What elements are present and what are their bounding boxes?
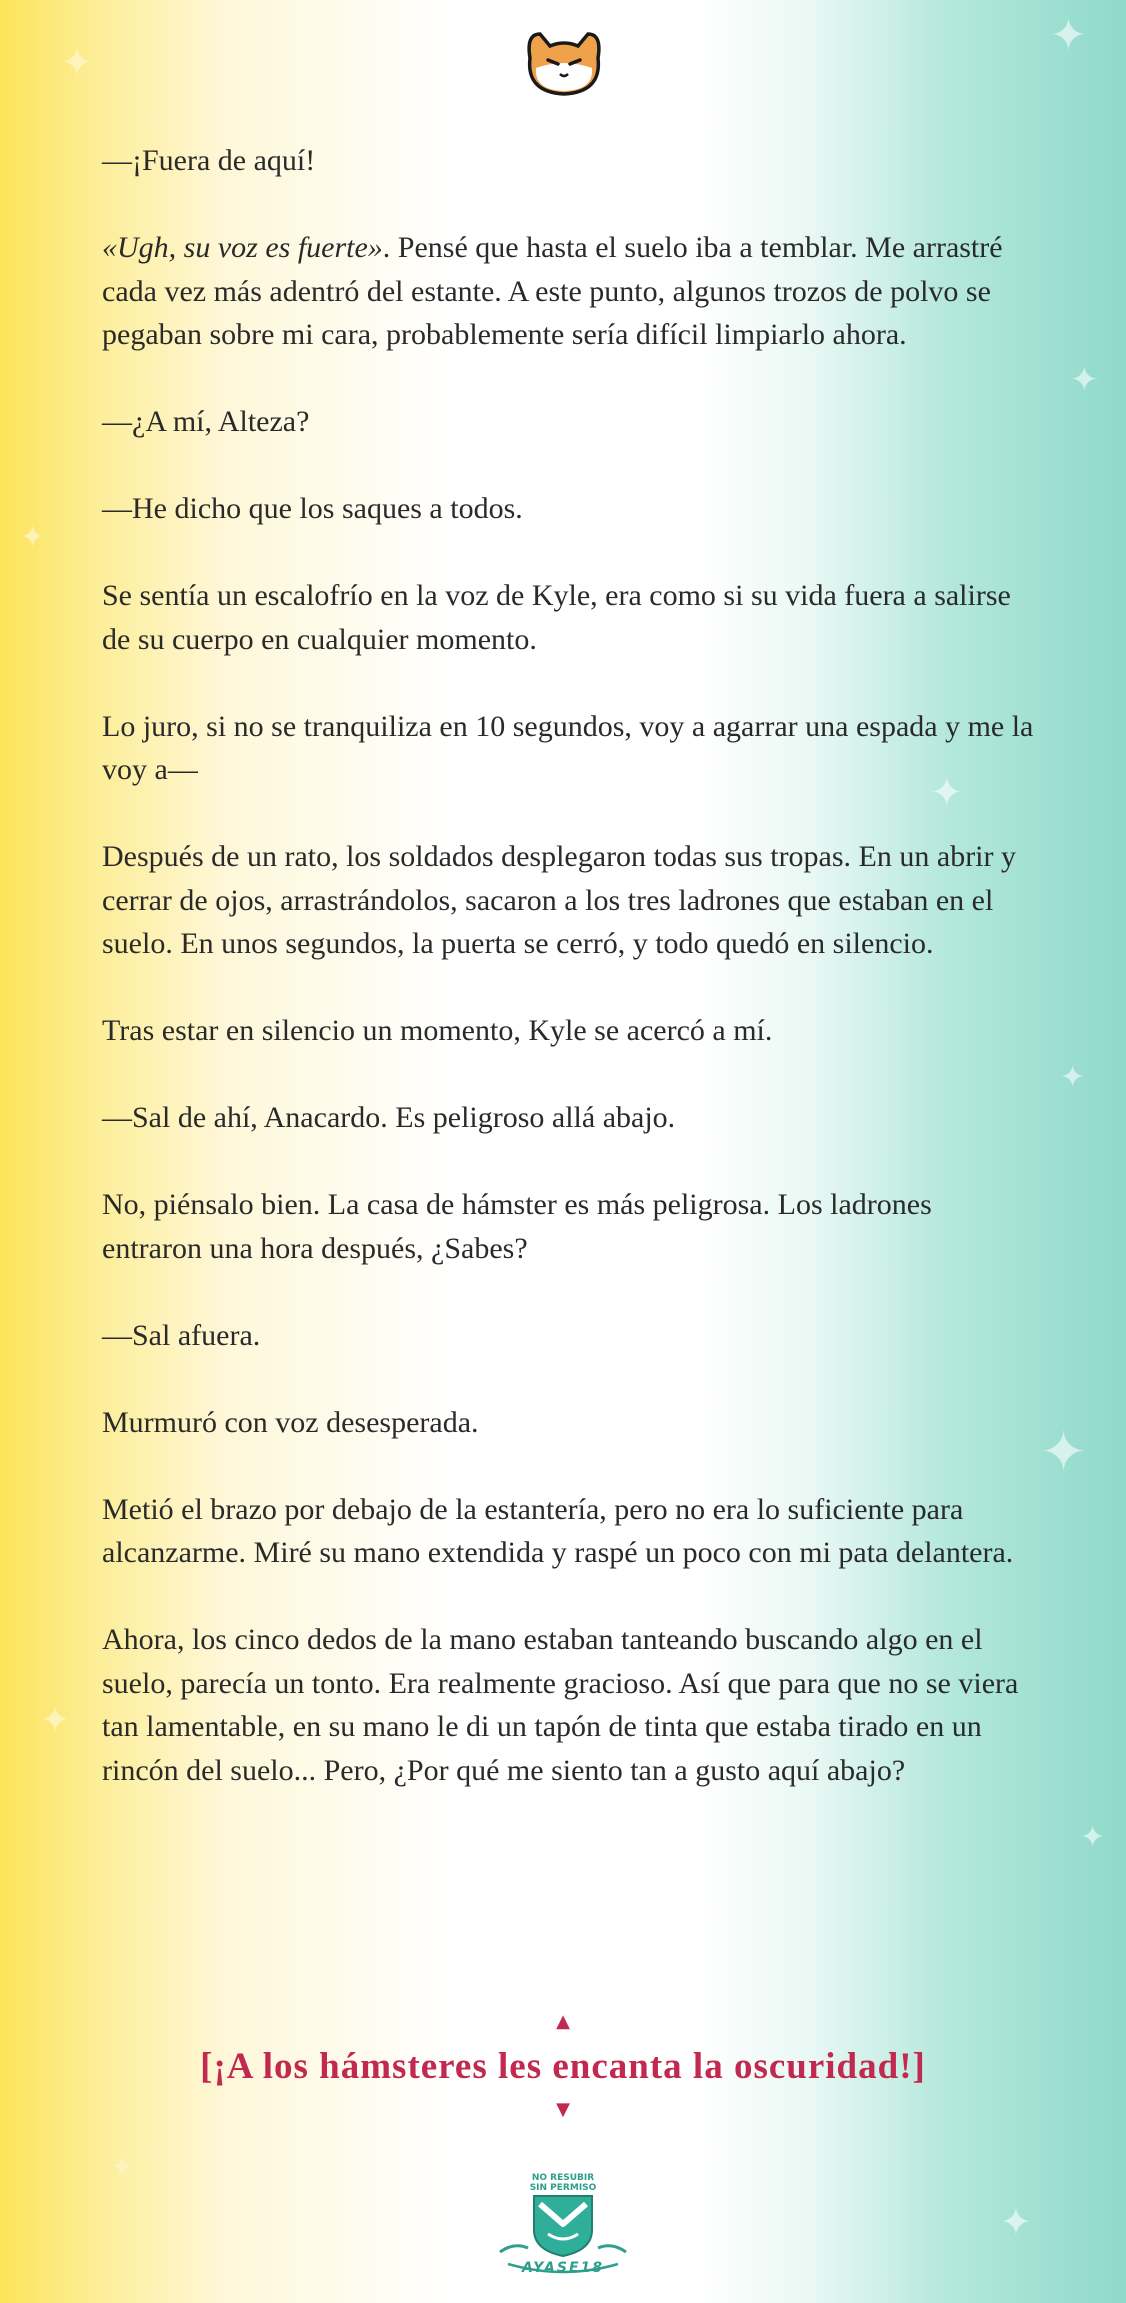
paragraph: —Sal afuera. [102, 1318, 261, 1352]
sparkle-icon: ✦ [110, 2150, 134, 2183]
paragraph: —Sal de ahí, Anacardo. Es peligroso allá abajo. [102, 1101, 676, 1134]
paragraph: —¡Fuera de aquí! [102, 144, 316, 177]
triangle-down-icon: ▼ [556, 2099, 570, 2120]
banner-text: [¡A los hámsteres les encanta la oscuridad!] [200, 2046, 926, 2087]
hamster-face-icon [522, 28, 606, 100]
svg-text:AYASE18: AYASE18 [522, 2260, 604, 2276]
svg-text:SIN PERMISO: SIN PERMISO [529, 2183, 597, 2193]
sparkle-icon: ✦ [930, 770, 964, 816]
paragraph: Ahora, los cinco dedos de la mano estaban tanteando buscando algo en el suelo, parecía un tonto. Era realmente gracioso. Así que para que no se viera tan lamentable, en su mano le di un tapón de tinta que estaba tirado en un rincón del suelo... Pero, ¿Por qué me siento tan a gusto aquí abajo? [102, 1623, 1019, 1787]
sparkle-icon: ✦ [1060, 1060, 1086, 1095]
svg-text:NO RESUBIR: NO RESUBIR [531, 2173, 595, 2183]
paragraph: —He dicho que los saques a todos. [102, 492, 523, 525]
paragraph: Se sentía un escalofrío en la voz de Kyle, era como si su vida fuera a salirse de su cuerpo en cualquier momento. [102, 579, 1011, 656]
paragraph: Metió el brazo por debajo de la estantería, pero no era lo suficiente para alcanzarme. Miré su mano extendida y raspé un poco con mi pata delantera. [102, 1492, 1014, 1569]
sparkle-icon: ✦ [20, 520, 46, 555]
ayase18-logo [494, 2168, 632, 2278]
sparkle-icon: ✦ [40, 1700, 71, 1741]
triangle-up-icon: ▲ [556, 2011, 570, 2032]
sparkle-icon: ✦ [1080, 1820, 1106, 1855]
sparkle-icon: ✦ [1050, 10, 1087, 61]
paragraph [102, 226, 1037, 357]
paragraph-rest: . Pensé que hasta el suelo iba a temblar. Me arrastré cada vez más adentró del estante. A este punto, algunos trozos de polvo se pegaban sobre mi cara, probablemente sería difícil limpiarlo ahora. [102, 231, 1003, 351]
paragraph: No, piénsalo bien. La casa de hámster es más peligrosa. Los ladrones entraron una hora después, ¿Sabes? [102, 1188, 932, 1265]
paragraph: Lo juro, si no se tranquiliza en 10 segundos, voy a agarrar una espada y me la voy a— [102, 709, 1034, 786]
sparkle-icon: ✦ [1040, 1420, 1087, 1485]
paragraph: Murmuró con voz desesperada. [102, 1405, 479, 1439]
paragraph: Tras estar en silencio un momento, Kyle se acercó a mí. [102, 1014, 773, 1047]
italic-thought: «Ugh, su voz es fuerte» [102, 231, 383, 264]
story-text [102, 139, 1037, 1836]
chapter-end-banner [0, 2013, 1126, 2119]
sparkle-icon: ✦ [60, 40, 94, 86]
paragraph: Después de un rato, los soldados desplegaron todas sus tropas. En un abrir y cerrar de ojos, arrastrándolos, sacaron a los tres ladrones que estaban en el suelo. En unos segundos, la puerta se cerró, y todo quedó en silencio. [102, 840, 1017, 960]
sparkle-icon: ✦ [1070, 360, 1099, 400]
sparkle-icon: ✦ [1000, 2200, 1032, 2244]
paragraph: —¿A mí, Alteza? [102, 405, 310, 438]
